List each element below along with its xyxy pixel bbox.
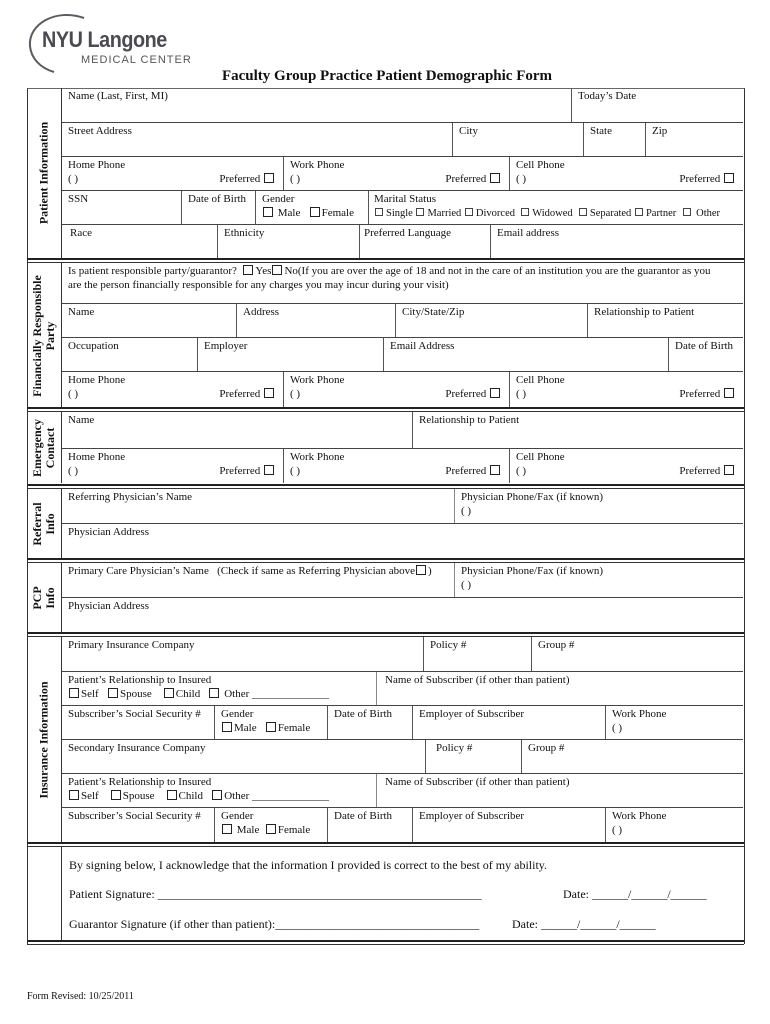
preferred-checkbox[interactable]	[445, 173, 502, 186]
dob-field[interactable]	[181, 191, 255, 224]
row-occupation	[62, 338, 743, 372]
label: Name of Subscriber (if other than patient)	[385, 776, 570, 788]
label: Married	[427, 208, 462, 219]
secondary-policy-field[interactable]	[425, 740, 521, 773]
label: Zip	[652, 125, 668, 137]
label: SSN	[68, 193, 89, 205]
label: Date of Birth	[334, 708, 393, 720]
emergency-name-field[interactable]	[62, 412, 412, 448]
label: Widowed	[532, 208, 573, 219]
label: Name (Last, First, MI)	[68, 90, 168, 102]
responsible-address-field[interactable]	[236, 304, 395, 337]
label: Address	[243, 306, 280, 318]
label: Relationship to Patient	[594, 306, 695, 318]
preferred-checkbox[interactable]	[219, 173, 276, 186]
label: Policy #	[436, 742, 473, 754]
marital-single-checkbox[interactable]	[374, 208, 413, 219]
label: Physician Phone/Fax (if known)	[461, 491, 604, 503]
checkbox-icon	[490, 173, 500, 183]
label: Subscriber’s Social Security #	[68, 810, 201, 822]
ethnicity-field[interactable]	[217, 225, 359, 258]
row-ssn	[62, 191, 743, 225]
label: Employer of Subscriber	[419, 810, 525, 822]
secondary-insurance-company-field[interactable]	[62, 740, 425, 773]
rel-child-checkbox[interactable]	[163, 688, 200, 700]
preferred-checkbox[interactable]	[679, 465, 736, 478]
secondary-subscriber-employer-field[interactable]	[412, 808, 605, 842]
checkbox-icon	[209, 688, 219, 698]
label: Name of Subscriber (if other than patient)	[385, 674, 570, 686]
label: Partner	[645, 208, 677, 219]
label: Work Phone	[290, 374, 345, 386]
checkbox-icon	[222, 824, 232, 834]
referring-physician-address-field[interactable]	[62, 524, 743, 558]
preferred-checkbox[interactable]	[445, 388, 502, 401]
label: Preferred	[219, 465, 261, 477]
section-label-cell	[27, 88, 62, 258]
label: Work Phone	[290, 451, 345, 463]
home-phone-field[interactable]	[62, 157, 283, 190]
label: Group #	[528, 742, 565, 754]
ssn-field[interactable]	[62, 191, 181, 224]
label: Is patient responsible party/guarantor?	[68, 265, 237, 277]
label: Home Phone	[68, 374, 126, 386]
label: Work Phone	[290, 159, 345, 171]
rel-self-checkbox[interactable]	[68, 790, 99, 802]
page-title: Faculty Group Practice Patient Demographic Form	[221, 68, 553, 84]
other-blank[interactable]: ______________	[252, 790, 330, 802]
section-pcp-info	[27, 563, 743, 632]
phone-parens: ( )	[68, 173, 79, 185]
primary-relationship-field	[62, 672, 376, 705]
preferred-checkbox[interactable]	[679, 173, 736, 186]
row-address	[62, 123, 743, 157]
marital-divorced-checkbox[interactable]	[464, 208, 515, 219]
checkbox-icon	[266, 722, 276, 732]
patient-name-field[interactable]	[62, 88, 571, 122]
section-label-cell	[27, 263, 62, 409]
label: Preferred	[445, 173, 487, 185]
row-phones	[62, 372, 743, 409]
marital-separated-checkbox[interactable]	[578, 208, 631, 219]
preferred-checkbox[interactable]	[219, 388, 276, 401]
pcp-phone-field[interactable]	[454, 563, 743, 597]
label: Preferred	[679, 173, 721, 185]
label: Referring Physician’s Name	[68, 491, 193, 503]
label: Work Phone	[612, 810, 667, 822]
rel-spouse-checkbox[interactable]	[110, 790, 155, 802]
checkbox-icon	[69, 790, 79, 800]
primary-subscriber-gender-field	[214, 706, 327, 739]
label: Preferred	[445, 388, 487, 400]
preferred-checkbox[interactable]	[445, 465, 502, 478]
guarantor-note: are the person financially responsible for any charges you may incur during your visit)	[68, 279, 449, 291]
checkbox-icon	[724, 173, 734, 183]
checkbox-icon	[108, 688, 118, 698]
row-referring-physician	[62, 489, 743, 524]
label: Preferred	[445, 465, 487, 477]
section-divider	[27, 940, 744, 945]
marital-widowed-checkbox[interactable]	[520, 208, 572, 219]
responsible-occupation-field[interactable]	[62, 338, 197, 371]
checkbox-icon	[266, 824, 276, 834]
label: Email Address	[390, 340, 455, 352]
checkbox-icon	[416, 208, 424, 216]
label: Child	[175, 688, 201, 700]
label: City/State/Zip	[402, 306, 465, 318]
form-revised-text: Form Revised: 10/25/2011	[27, 991, 134, 1002]
phone-parens: ( )	[68, 388, 79, 400]
label: Gender	[262, 193, 295, 205]
row-pcp-address	[62, 598, 743, 632]
phone-parens: ( )	[461, 505, 472, 517]
section-label-cell	[27, 412, 62, 483]
label: Female	[321, 207, 354, 219]
referring-physician-phone-field[interactable]	[454, 489, 743, 523]
phone-parens: ( )	[516, 173, 527, 185]
row-guarantor-question	[62, 263, 743, 304]
label: Self	[81, 688, 99, 700]
pcp-name-field[interactable]: Primary Care Physician’s Name (Check if same as Referring Physician above )	[68, 565, 432, 577]
label: Date of Birth	[188, 193, 247, 205]
responsible-work-phone-field[interactable]	[283, 372, 509, 409]
state-field[interactable]	[583, 123, 645, 156]
section-label: PCP Info	[30, 585, 57, 610]
checkbox-icon	[465, 208, 473, 216]
section-referral-info	[27, 489, 743, 558]
gender-female-checkbox[interactable]	[309, 207, 354, 219]
label: Female	[277, 824, 311, 836]
section-label: Financially Responsible Party	[30, 275, 57, 397]
emergency-work-phone-field[interactable]	[283, 449, 509, 483]
label: Other	[224, 688, 250, 700]
label: Patient’s Relationship to Insured	[68, 776, 212, 788]
checkbox-icon	[724, 388, 734, 398]
label: Cell Phone	[516, 451, 565, 463]
phone-parens: ( )	[516, 465, 527, 477]
race-field[interactable]	[62, 225, 217, 258]
rel-other-checkbox[interactable]	[211, 790, 329, 802]
phone-parens: ( )	[612, 722, 623, 734]
label: Occupation	[68, 340, 119, 352]
rel-other-checkbox[interactable]	[208, 688, 329, 700]
label: Home Phone	[68, 451, 126, 463]
label: Preferred	[679, 388, 721, 400]
section-label-cell	[27, 563, 62, 632]
responsible-email-field[interactable]	[383, 338, 668, 371]
label: Marital Status	[374, 193, 437, 205]
marital-status-field	[368, 191, 743, 224]
checkbox-icon	[272, 265, 282, 275]
rel-self-checkbox[interactable]	[68, 688, 99, 700]
guarantor-signature-line[interactable]: Guarantor Signature (if other than patient):__________________________________	[69, 917, 480, 931]
label: Name	[68, 414, 95, 426]
responsible-cell-phone-field[interactable]	[509, 372, 743, 409]
checkbox-icon	[724, 465, 734, 475]
row-primary-subscriber	[62, 706, 743, 740]
label: Date of Birth	[334, 810, 393, 822]
responsible-relationship-field[interactable]	[587, 304, 743, 337]
checkbox-icon	[264, 173, 274, 183]
section-insurance-information	[27, 637, 743, 842]
marital-partner-checkbox[interactable]	[634, 208, 676, 219]
label: Preferred	[219, 173, 261, 185]
label: Divorced	[475, 208, 515, 219]
row-emergency-phones	[62, 449, 743, 483]
responsible-city-state-zip-field[interactable]	[395, 304, 587, 337]
preferred-language-field[interactable]	[359, 225, 490, 258]
section-label-cell	[27, 847, 62, 940]
phone-parens: ( )	[290, 173, 301, 185]
label: Patient’s Relationship to Insured	[68, 674, 212, 686]
primary-subscriber-dob-field[interactable]	[327, 706, 412, 739]
checkbox-icon	[579, 208, 587, 216]
section-label: Emergency Contact	[30, 418, 57, 477]
guarantor-signature-date[interactable]: Date: ______/______/______	[512, 917, 656, 931]
responsible-name-field[interactable]	[62, 304, 236, 337]
phone-parens: ( )	[612, 824, 623, 836]
label: Cell Phone	[516, 374, 565, 386]
checkbox-icon	[264, 388, 274, 398]
primary-policy-field[interactable]	[423, 637, 531, 671]
row-primary-insurance	[62, 637, 743, 672]
section-patient-information	[27, 88, 743, 258]
referring-physician-name-field[interactable]	[62, 489, 454, 523]
section-label-cell	[27, 489, 62, 558]
label: Male	[236, 824, 260, 836]
label: Street Address	[68, 125, 132, 137]
label: Yes	[255, 265, 272, 277]
primary-subscriber-work-phone-field[interactable]	[605, 706, 743, 739]
street-address-field[interactable]	[62, 123, 452, 156]
secondary-subscriber-dob-field[interactable]	[327, 808, 412, 842]
guarantor-note: (If you are over the age of 18 and not in the care of an institution you are the guarantor as you	[297, 265, 711, 277]
secondary-relationship-field	[62, 774, 376, 807]
row-secondary-insurance	[62, 740, 743, 774]
section-financially-responsible	[27, 263, 743, 409]
checkbox-icon	[375, 208, 383, 216]
acknowledgement-text: By signing below, I acknowledge that the information I provided is correct to the best of my ability.	[69, 858, 547, 872]
primary-subscriber-name-field[interactable]	[376, 672, 743, 705]
primary-group-field[interactable]	[531, 637, 743, 671]
label: Name	[68, 306, 95, 318]
label: Gender	[221, 810, 254, 822]
marital-other-checkbox[interactable]	[682, 208, 721, 219]
label: Employer of Subscriber	[419, 708, 525, 720]
same-as-referring-checkbox[interactable]	[416, 565, 426, 575]
marital-married-checkbox[interactable]	[415, 208, 461, 219]
label: Separated	[589, 208, 632, 219]
primary-male-checkbox[interactable]	[221, 722, 257, 734]
gender-male-checkbox[interactable]	[262, 207, 300, 219]
secondary-subscriber-ssn-field[interactable]	[62, 808, 214, 842]
secondary-group-field[interactable]	[521, 740, 743, 773]
row-primary-relationship	[62, 672, 743, 706]
phone-parens: ( )	[68, 465, 79, 477]
label: Date of Birth	[675, 340, 734, 352]
checkbox-icon	[521, 208, 529, 216]
primary-subscriber-employer-field[interactable]	[412, 706, 605, 739]
label: Work Phone	[612, 708, 667, 720]
checkbox-icon	[683, 208, 691, 216]
label: Female	[277, 722, 311, 734]
zip-field[interactable]	[645, 123, 743, 156]
section-label: Insurance Information	[36, 680, 51, 799]
row-name	[62, 88, 743, 123]
pcp-address-field[interactable]	[62, 598, 743, 632]
logo-main-text: NYU Langone	[42, 27, 167, 52]
label: City	[459, 125, 478, 137]
checkbox-icon	[490, 388, 500, 398]
label: Subscriber’s Social Security #	[68, 708, 201, 720]
label: Physician Address	[68, 526, 149, 538]
label: Group #	[538, 639, 575, 651]
preferred-checkbox[interactable]	[219, 465, 276, 478]
secondary-subscriber-gender-field	[214, 808, 327, 842]
row-referring-address	[62, 524, 743, 558]
phone-parens: ( )	[290, 388, 301, 400]
checkbox-icon	[635, 208, 643, 216]
email-field[interactable]	[490, 225, 743, 258]
label: Race	[70, 227, 92, 239]
label: Today’s Date	[578, 90, 637, 102]
guarantor-no-checkbox[interactable]	[271, 265, 297, 277]
label: Preferred	[679, 465, 721, 477]
label: Secondary Insurance Company	[68, 742, 206, 754]
label: Single	[386, 208, 413, 219]
logo-sub-text: MEDICAL CENTER	[81, 54, 192, 66]
row-phones	[62, 157, 743, 191]
checkbox-icon	[243, 265, 253, 275]
label: Relationship to Patient	[419, 414, 520, 426]
preferred-checkbox[interactable]	[679, 388, 736, 401]
row-pcp-name	[62, 563, 743, 598]
label: State	[590, 125, 612, 137]
rel-child-checkbox[interactable]	[166, 790, 203, 802]
checkbox-icon	[264, 465, 274, 475]
section-signature	[27, 847, 743, 940]
label: Spouse	[122, 790, 155, 802]
row-secondary-relationship	[62, 774, 743, 808]
checkbox-icon	[490, 465, 500, 475]
emergency-relationship-field[interactable]	[412, 412, 743, 448]
secondary-subscriber-name-field[interactable]	[376, 774, 743, 807]
cell-phone-field[interactable]	[509, 157, 743, 190]
primary-insurance-company-field[interactable]	[62, 637, 423, 671]
checkbox-icon	[69, 688, 79, 698]
checkbox-icon	[111, 790, 121, 800]
phone-parens: ( )	[516, 388, 527, 400]
section-label: Patient Information	[36, 121, 51, 225]
label: Home Phone	[68, 159, 126, 171]
patient-signature-line[interactable]: Patient Signature: ______________________________________________________	[69, 887, 482, 901]
primary-subscriber-ssn-field[interactable]	[62, 706, 214, 739]
label: Spouse	[119, 688, 152, 700]
label: Preferred Language	[364, 227, 452, 239]
checkbox-icon	[167, 790, 177, 800]
responsible-employer-field[interactable]	[197, 338, 383, 371]
label: Primary Insurance Company	[68, 639, 195, 651]
label: Employer	[204, 340, 248, 352]
label: Other	[696, 208, 721, 219]
city-field[interactable]	[452, 123, 583, 156]
gender-field	[255, 191, 368, 224]
guarantor-yes-checkbox[interactable]	[242, 265, 271, 277]
secondary-subscriber-work-phone-field[interactable]	[605, 808, 743, 842]
checkbox-icon	[222, 722, 232, 732]
row-secondary-subscriber	[62, 808, 743, 842]
emergency-cell-phone-field[interactable]	[509, 449, 743, 483]
section-label: Referral Info	[30, 501, 57, 546]
label: Self	[81, 790, 99, 802]
label: Ethnicity	[224, 227, 265, 239]
nyu-langone-logo	[26, 12, 192, 72]
label: Preferred	[219, 388, 261, 400]
label: Physician Phone/Fax (if known)	[461, 565, 604, 577]
emergency-home-phone-field[interactable]	[62, 449, 283, 483]
row-race	[62, 225, 743, 258]
row-name-address	[62, 304, 743, 338]
patient-signature-date[interactable]: Date: ______/______/______	[563, 887, 707, 901]
section-label-cell	[27, 637, 62, 842]
todays-date-field[interactable]	[571, 88, 743, 122]
secondary-female-checkbox[interactable]	[265, 824, 310, 836]
label: Email address	[497, 227, 560, 239]
responsible-home-phone-field[interactable]	[62, 372, 283, 409]
label: Policy #	[430, 639, 467, 651]
label: Primary Care Physician’s Name (Check if same as Referring Physician above	[68, 565, 416, 577]
responsible-dob-field[interactable]	[668, 338, 743, 371]
label: No	[284, 265, 298, 277]
work-phone-field[interactable]	[283, 157, 509, 190]
checkbox-icon	[164, 688, 174, 698]
phone-parens: ( )	[290, 465, 301, 477]
label: Other	[224, 790, 250, 802]
label: Cell Phone	[516, 159, 565, 171]
secondary-male-checkbox[interactable]	[221, 824, 259, 836]
label: Gender	[221, 708, 254, 720]
checkbox-icon	[263, 207, 273, 217]
row-emergency-name	[62, 412, 743, 449]
primary-female-checkbox[interactable]	[265, 722, 310, 734]
phone-parens: ( )	[461, 579, 472, 591]
other-blank[interactable]: ______________	[252, 688, 330, 700]
label: Physician Address	[68, 600, 149, 612]
rel-spouse-checkbox[interactable]	[107, 688, 152, 700]
checkbox-icon	[212, 790, 222, 800]
section-emergency-contact	[27, 412, 743, 483]
label: Male	[277, 207, 301, 219]
checkbox-icon	[310, 207, 320, 217]
label: Child	[178, 790, 203, 802]
guarantor-question	[62, 263, 743, 303]
label: Male	[234, 722, 257, 734]
